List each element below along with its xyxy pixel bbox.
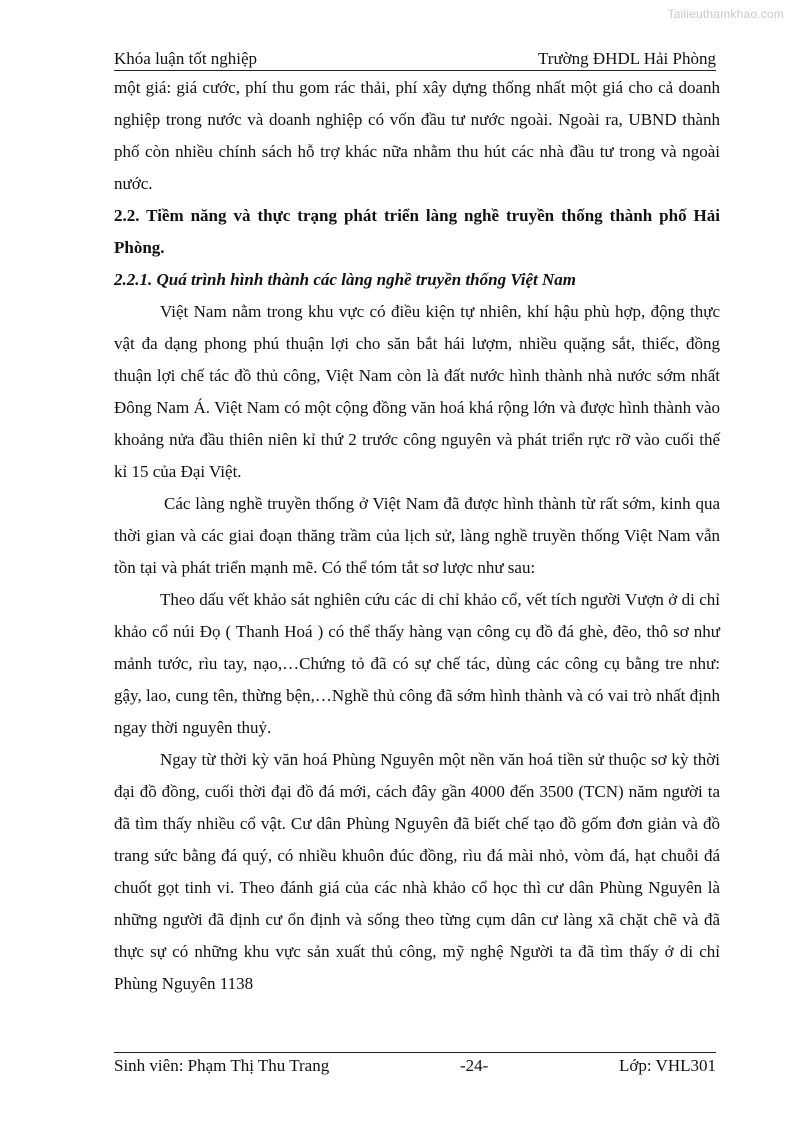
page-footer (114, 1055, 716, 1077)
page-header (114, 48, 716, 71)
header-thesis-label: Khóa luận tốt nghiệp (114, 49, 258, 68)
footer-divider (114, 1052, 716, 1053)
body-paragraph: Ngay từ thời kỳ văn hoá Phùng Nguyên một nền văn hoá tiền sử thuộc sơ kỳ thời đại đồ đồng, cuối thời đại đồ đá mới, cách đây gần 4000 đến 3500 (TCN) năm người ta đã tìm thấy nhiều cổ vật. Cư dân Phùng Nguyên đã biết chế tạo đồ gốm đơn giản và đồ trang sức bằng đá quý, có nhiều khuôn đúc đồng, rìu đá mài nhỏ, vòm đá, hạt chuỗi đá chuốt gọt tinh vi. Theo đánh giá của các nhà khảo cổ học thì cư dân Phùng Nguyên là những người đã định cư ổn định và sống theo từng cụm dân cư làng xã chặt chẽ và đã thực sự có những khu vực sản xuất thủ công, mỹ nghệ Người ta đã tìm thấy ở di chỉ Phùng Nguyên 1138 (114, 750, 720, 993)
footer-class-code: Lớp: VHL301 (619, 1056, 716, 1075)
subsection-heading: 2.2.1. Quá trình hình thành các làng nghề truyền thống Việt Nam (114, 270, 576, 289)
document-body (114, 72, 720, 1000)
footer-page-number: -24- (459, 1056, 489, 1075)
body-paragraph: Việt Nam nằm trong khu vực có điều kiện tự nhiên, khí hậu phù hợp, động thực vật đa dạng phong phú thuận lợi cho săn bắt hái lượm, nhiều quặng sắt, thiếc, đồng thuận lợi chế tác đồ thủ công, Việt Nam còn là đất nước hình thành nhà nước sớm nhất Đông Nam Á. Việt Nam có một cộng đồng văn hoá khá rộng lớn và được hình thành vào khoảng nửa đầu thiên niên kỉ thứ 2 trước công nguyên và phát triển rực rỡ vào cuối thế kỉ 15 của Đại Việt. (114, 302, 720, 481)
footer-student-name: Sinh viên: Phạm Thị Thu Trang (114, 1056, 330, 1075)
body-paragraph: một giá: giá cước, phí thu gom rác thải, phí xây dựng thống nhất một giá cho cả doanh nghiệp trong nước và doanh nghiệp có vốn đầu tư nước ngoài. Ngoài ra, UBND thành phố còn nhiều chính sách hỗ trợ khác nữa nhằm thu hút các nhà đầu tư trong và ngoài nước. (114, 78, 720, 193)
header-university-label: Trường ĐHDL Hải Phòng (538, 49, 716, 68)
body-paragraph: Các làng nghề truyền thống ở Việt Nam đã được hình thành từ rất sớm, kinh qua thời gian và các giai đoạn thăng trầm của lịch sử, làng nghề truyền thống Việt Nam vẫn tồn tại và phát triển mạnh mẽ. Có thể tóm tắt sơ lược như sau: (114, 494, 720, 577)
body-paragraph: Theo dấu vết khảo sát nghiên cứu các di chỉ khảo cổ, vết tích người Vượn ở di chỉ khảo cổ núi Đọ ( Thanh Hoá ) có thể thấy hàng vạn công cụ đồ đá ghè, đẽo, thô sơ như mảnh tước, rìu tay, nạo,…Chứng tỏ đã có sự chế tác, dùng các công cụ bằng tre như: gậy, lao, cung tên, thừng bện,…Nghề thủ công đã sớm hình thành và có vai trò nhất định ngay thời nguyên thuỷ. (114, 590, 720, 737)
section-heading: 2.2. Tiềm năng và thực trạng phát triển làng nghề truyền thống thành phố Hải Phòng. (114, 206, 720, 257)
watermark-text: Tailieuthamkhao.com (667, 7, 784, 21)
